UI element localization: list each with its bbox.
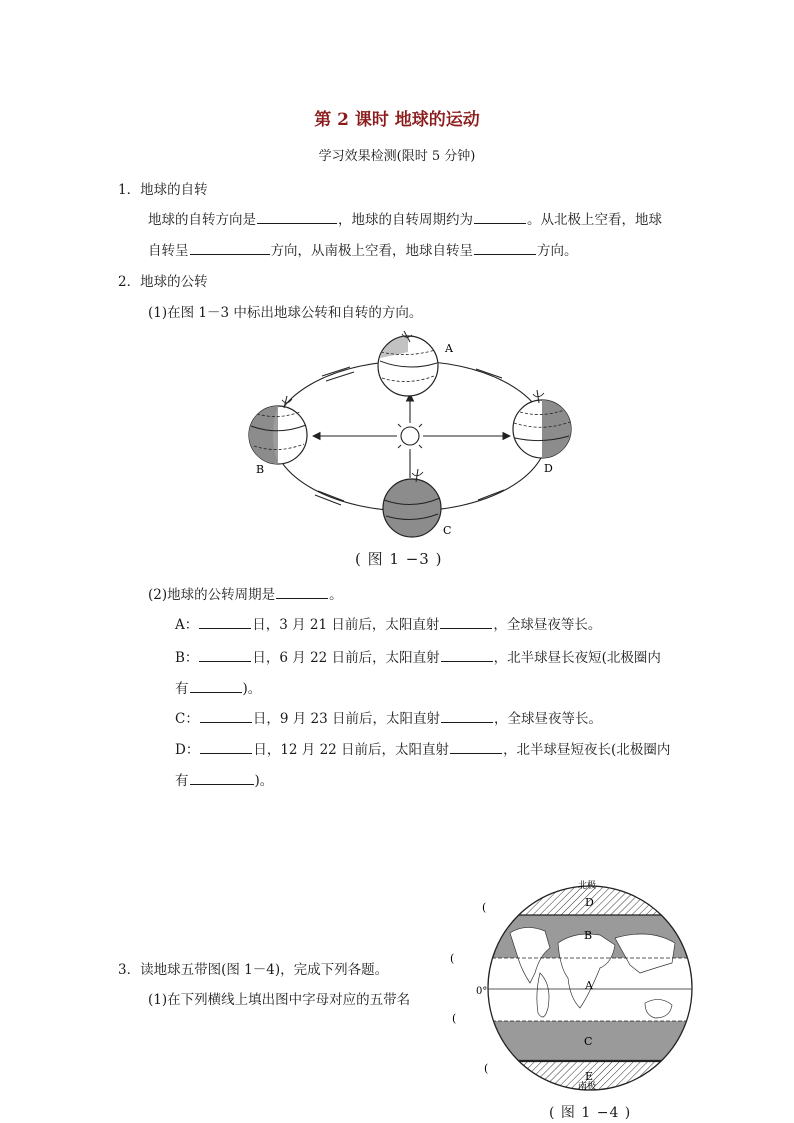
page-title: 第 2 课时 地球的运动 (314, 110, 480, 130)
figure-1-4-caption: ( 图 1 −4 ) (549, 1105, 632, 1121)
equator-label: 0° (476, 986, 488, 997)
earth-c (383, 469, 441, 537)
figure-1-3-orbit-diagram (240, 328, 585, 543)
q2-blank-b-direct[interactable] (441, 647, 493, 662)
q1-heading: 1．地球的自转 (118, 182, 208, 198)
q2-blank-period[interactable] (276, 584, 328, 599)
zone-c-label: C (584, 1035, 593, 1048)
q2-blank-b-name[interactable] (199, 647, 251, 662)
label-a: A (445, 342, 453, 355)
zone-d-label: D (585, 896, 594, 909)
q2-item-b: B： 日，6 月 22 日前后，太阳直射 ，北半球昼长夜短(北极圈内 (175, 646, 661, 666)
sun-icon (393, 419, 427, 453)
page-subtitle: 学习效果检测(限时 5 分钟) (318, 149, 476, 164)
q2-item-d-cont: 有 )。 (175, 769, 273, 789)
label-c: C (443, 524, 452, 537)
paren-b: ( (450, 952, 455, 965)
q2-blank-d-direct[interactable] (450, 739, 502, 754)
q1-blank-direction[interactable] (257, 209, 337, 224)
q2-item-d: D： 日，12 月 22 日前后，太阳直射 ，北半球昼短夜长(北极圈内 (175, 738, 670, 758)
q2-part2: (2)地球的公转周期是 。 (148, 583, 343, 603)
south-pole-label: 南极 (578, 1082, 597, 1092)
q1-line2: 自转呈 方向，从南极上空看，地球自转呈 方向。 (148, 239, 578, 259)
q2-blank-b-arctic[interactable] (190, 678, 242, 693)
paren-c: ( (452, 1012, 457, 1025)
zone-e-label: E (585, 1070, 594, 1083)
earth-b (249, 396, 307, 464)
q1-blank-north-view[interactable] (190, 240, 270, 255)
figure-1-4-five-zones (440, 873, 700, 1095)
q3-part1: (1)在下列横线上填出图中字母对应的五带名 (148, 992, 411, 1008)
q3-heading: 3．读地球五带图(图 1－4)，完成下列各题。 (118, 962, 389, 978)
zone-a-label: A (585, 979, 593, 992)
q1-blank-period[interactable] (474, 209, 526, 224)
earth-a (378, 331, 438, 396)
figure-1-3-caption: ( 图 1 −3 ) (355, 550, 443, 568)
north-pole-label: 北极 (578, 881, 597, 891)
q2-item-c: C： 日，9 月 23 日前后，太阳直射 ，全球昼夜等长。 (175, 707, 602, 727)
label-b: B (256, 463, 265, 476)
q2-blank-a-name[interactable] (199, 614, 251, 629)
q2-heading: 2．地球的公转 (118, 274, 208, 290)
paren-e: ( (484, 1062, 489, 1075)
earth-d (513, 390, 571, 458)
q2-blank-a-direct[interactable] (440, 614, 492, 629)
zone-b-label: B (584, 929, 593, 942)
label-d: D (544, 462, 553, 475)
q2-blank-c-direct[interactable] (441, 708, 493, 723)
q1-line1: 地球的自转方向是 ，地球的自转周期约为 。从北极上空看，地球 (148, 208, 662, 228)
q2-item-a: A： 日，3 月 21 日前后，太阳直射 ，全球昼夜等长。 (175, 613, 601, 633)
q2-blank-c-name[interactable] (200, 708, 252, 723)
paren-d: ( (482, 901, 487, 914)
q1-blank-south-view[interactable] (474, 240, 536, 255)
q2-blank-d-arctic[interactable] (190, 770, 254, 785)
q2-part1: (1)在图 1－3 中标出地球公转和自转的方向。 (148, 305, 423, 321)
q2-blank-d-name[interactable] (200, 739, 252, 754)
q2-item-b-cont: 有 )。 (175, 677, 261, 697)
